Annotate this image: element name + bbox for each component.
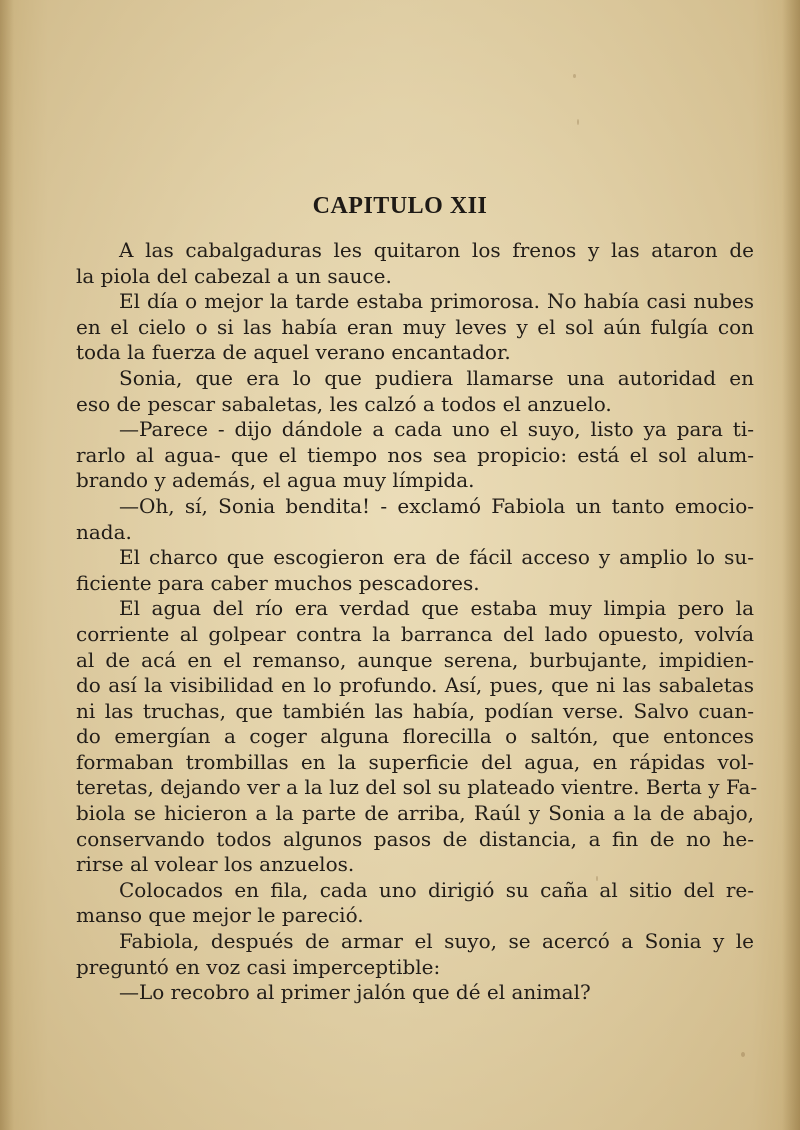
text-line: El día o mejor la tarde estaba primorosa. No había casi nubes: [119, 289, 754, 314]
text-line: en el cielo o si las había eran muy leves y el sol aún fulgía con: [76, 314, 754, 339]
text-line: do así la visibilidad en lo profundo. Así, pues, que ni las sabaletas: [76, 673, 754, 698]
text-line: ni las truchas, que también las había, podían verse. Salvo cuan-: [76, 698, 754, 723]
text-line: Sonia, que era lo que pudiera llamarse una autoridad en: [119, 365, 754, 390]
text-line: manso que mejor le pareció.: [76, 903, 364, 928]
text-line: ficiente para caber muchos pescadores.: [76, 570, 480, 595]
text-line: preguntó en voz casi imperceptible:: [76, 954, 441, 979]
text-line: brando y además, el agua muy límpida.: [76, 468, 475, 493]
page-edge-shadow-left: [0, 0, 14, 1130]
text-line: El agua del río era verdad que estaba muy limpia pero la: [119, 596, 754, 621]
text-line: —Parece - dijo dándole a cada uno el suyo, listo ya para ti-: [119, 417, 754, 442]
text-line: conservando todos algunos pasos de distancia, a fin de no he-: [76, 826, 754, 851]
text-line: eso de pescar sabaletas, les calzó a todos el anzuelo.: [76, 391, 612, 416]
text-line: —Oh, sí, Sonia bendita! - exclamó Fabiola un tanto emocio-: [119, 493, 754, 518]
text-line: rarlo al agua- que el tiempo nos sea propicio: está el sol alum-: [76, 442, 754, 467]
text-line: teretas, dejando ver a la luz del sol su plateado vientre. Berta y Fa-: [76, 775, 758, 800]
text-line: nada.: [76, 519, 132, 544]
paper-stain: [577, 119, 579, 125]
text-line: corriente al golpear contra la barranca del lado opuesto, volvía: [76, 621, 754, 646]
text-line: do emergían a coger alguna florecilla o saltón, que entonces: [76, 724, 754, 749]
page-edge-shadow-right: [782, 0, 800, 1130]
paper-stain: [573, 74, 576, 78]
text-line: biola se hicieron a la parte de arriba, Raúl y Sonia a la de abajo,: [76, 801, 754, 826]
text-line: Fabiola, después de armar el suyo, se acercó a Sonia y le: [119, 929, 754, 954]
text-line: toda la fuerza de aquel verano encantador.: [76, 340, 511, 365]
paper-stain: [741, 1052, 745, 1057]
chapter-title: CAPITULO XII: [312, 193, 488, 219]
text-line: Colocados en fila, cada uno dirigió su caña al sitio del re-: [119, 877, 754, 902]
text-line: El charco que escogieron era de fácil acceso y amplio lo su-: [119, 545, 754, 570]
text-line: A las cabalgaduras les quitaron los frenos y las ataron de: [119, 238, 754, 262]
text-line: rirse al volear los anzuelos.: [76, 852, 355, 877]
body-text: [76, 238, 758, 1006]
text-line: al de acá en el remanso, aunque serena, burbujante, impidien-: [76, 647, 754, 672]
text-line: formaban trombillas en la superficie del agua, en rápidas vol-: [76, 749, 754, 774]
text-line: —Lo recobro al primer jalón que dé el animal?: [119, 980, 591, 1005]
text-line: la piola del cabezal a un sauce.: [76, 263, 392, 288]
